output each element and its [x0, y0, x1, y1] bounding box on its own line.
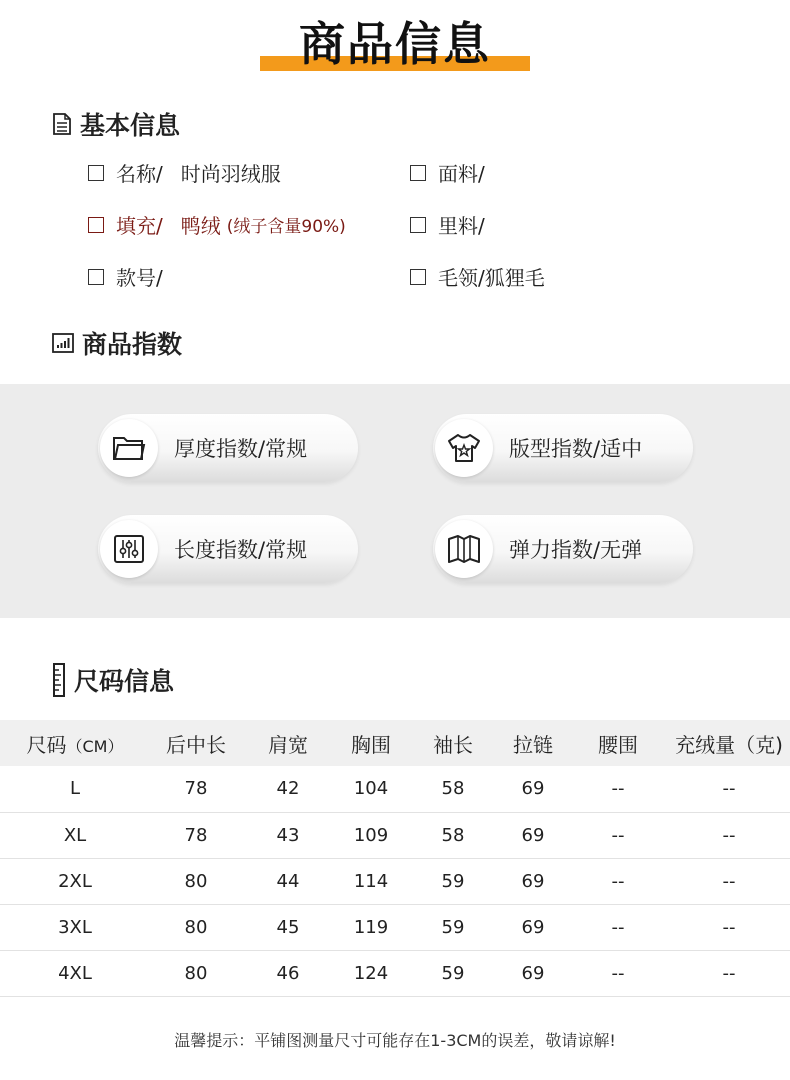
info-note: (绒子含量90%): [226, 217, 346, 237]
checkbox-icon: [88, 269, 104, 285]
table-row: [0, 950, 790, 996]
info-label: 款号/: [116, 266, 163, 290]
table-header-row: [0, 720, 790, 766]
table-row: [0, 858, 790, 904]
index-thickness: [98, 414, 358, 482]
table-cell: 3XL: [0, 904, 150, 950]
basic-info-heading: [52, 106, 180, 142]
table-cell: --: [568, 904, 668, 950]
table-cell: --: [668, 858, 790, 904]
table-cell: L: [0, 766, 150, 812]
table-cell: 80: [150, 858, 242, 904]
table-cell: 42: [242, 766, 334, 812]
table-row: [0, 904, 790, 950]
table-cell: 44: [242, 858, 334, 904]
table-cell: 69: [498, 858, 568, 904]
basic-info-title: 基本信息: [80, 111, 181, 140]
document-icon: [52, 113, 72, 135]
table-cell: --: [568, 766, 668, 812]
table-cell: 78: [150, 812, 242, 858]
checkbox-icon: [88, 217, 104, 233]
table-cell: --: [568, 858, 668, 904]
ruler-icon: [52, 663, 66, 697]
checkbox-icon: [88, 165, 104, 181]
table-cell: 43: [242, 812, 334, 858]
info-item-collar: [410, 262, 545, 291]
info-item-lining: [410, 210, 485, 239]
info-label: 名称/: [116, 162, 163, 186]
info-label: 面料/: [438, 162, 485, 186]
column-header: 充绒量（克): [668, 720, 790, 766]
column-header: 后中长: [150, 720, 242, 766]
column-header: 胸围: [334, 720, 408, 766]
info-value: 时尚羽绒服: [180, 162, 281, 186]
column-header: 袖长: [408, 720, 498, 766]
table-cell: 80: [150, 904, 242, 950]
table-cell: 69: [498, 950, 568, 996]
size-table: [0, 720, 790, 997]
info-label: 填充/: [116, 214, 163, 238]
table-cell: 109: [334, 812, 408, 858]
index-text: 版型指数/适中: [509, 437, 643, 461]
table-cell: 124: [334, 950, 408, 996]
table-cell: 2XL: [0, 858, 150, 904]
index-text: 厚度指数/常规: [174, 437, 308, 461]
info-label: 毛领/狐狸毛: [438, 266, 545, 290]
column-header: 腰围: [568, 720, 668, 766]
info-label: 里料/: [438, 214, 485, 238]
checkbox-icon: [410, 269, 426, 285]
info-item-style-no: [88, 262, 163, 291]
table-cell: XL: [0, 812, 150, 858]
tshirt-icon: [435, 419, 493, 477]
table-cell: --: [668, 812, 790, 858]
table-cell: 119: [334, 904, 408, 950]
table-cell: 59: [408, 858, 498, 904]
info-item-filling: [88, 210, 346, 239]
size-title: 尺码信息: [74, 667, 175, 696]
table-cell: --: [568, 950, 668, 996]
index-fit: [433, 414, 693, 482]
page-title: 商品信息: [299, 17, 491, 71]
column-header: 拉链: [498, 720, 568, 766]
map-fold-icon: [435, 520, 493, 578]
table-row: [0, 766, 790, 812]
table-cell: 4XL: [0, 950, 150, 996]
info-value: 鸭绒: [180, 214, 221, 238]
table-cell: 78: [150, 766, 242, 812]
index-text: 长度指数/常规: [174, 538, 308, 562]
checkbox-icon: [410, 217, 426, 233]
folder-icon: [100, 419, 158, 477]
index-heading: [52, 325, 182, 361]
table-cell: 59: [408, 904, 498, 950]
table-row: [0, 812, 790, 858]
table-cell: 69: [498, 766, 568, 812]
index-elasticity: [433, 515, 693, 583]
table-cell: --: [568, 812, 668, 858]
table-cell: 104: [334, 766, 408, 812]
table-cell: 58: [408, 766, 498, 812]
column-header: 肩宽: [242, 720, 334, 766]
index-length: [98, 515, 358, 583]
table-cell: 45: [242, 904, 334, 950]
column-header: 尺码（CM）: [0, 720, 150, 766]
table-cell: 58: [408, 812, 498, 858]
info-item-name: [88, 158, 281, 187]
size-heading: [52, 662, 174, 698]
table-cell: --: [668, 766, 790, 812]
checkbox-icon: [410, 165, 426, 181]
table-cell: --: [668, 950, 790, 996]
table-cell: 80: [150, 950, 242, 996]
info-item-fabric: [410, 158, 485, 187]
table-cell: 69: [498, 812, 568, 858]
table-cell: 69: [498, 904, 568, 950]
table-cell: --: [668, 904, 790, 950]
page-title-block: [0, 0, 790, 80]
table-cell: 114: [334, 858, 408, 904]
sliders-icon: [100, 520, 158, 578]
index-band: [0, 384, 790, 618]
footnote: 温馨提示：平铺图测量尺寸可能存在1-3CM的误差，敬请谅解!: [174, 1031, 616, 1050]
table-cell: 46: [242, 950, 334, 996]
index-text: 弹力指数/无弹: [509, 538, 643, 562]
index-title: 商品指数: [82, 330, 183, 359]
bar-chart-icon: [52, 333, 74, 353]
table-cell: 59: [408, 950, 498, 996]
